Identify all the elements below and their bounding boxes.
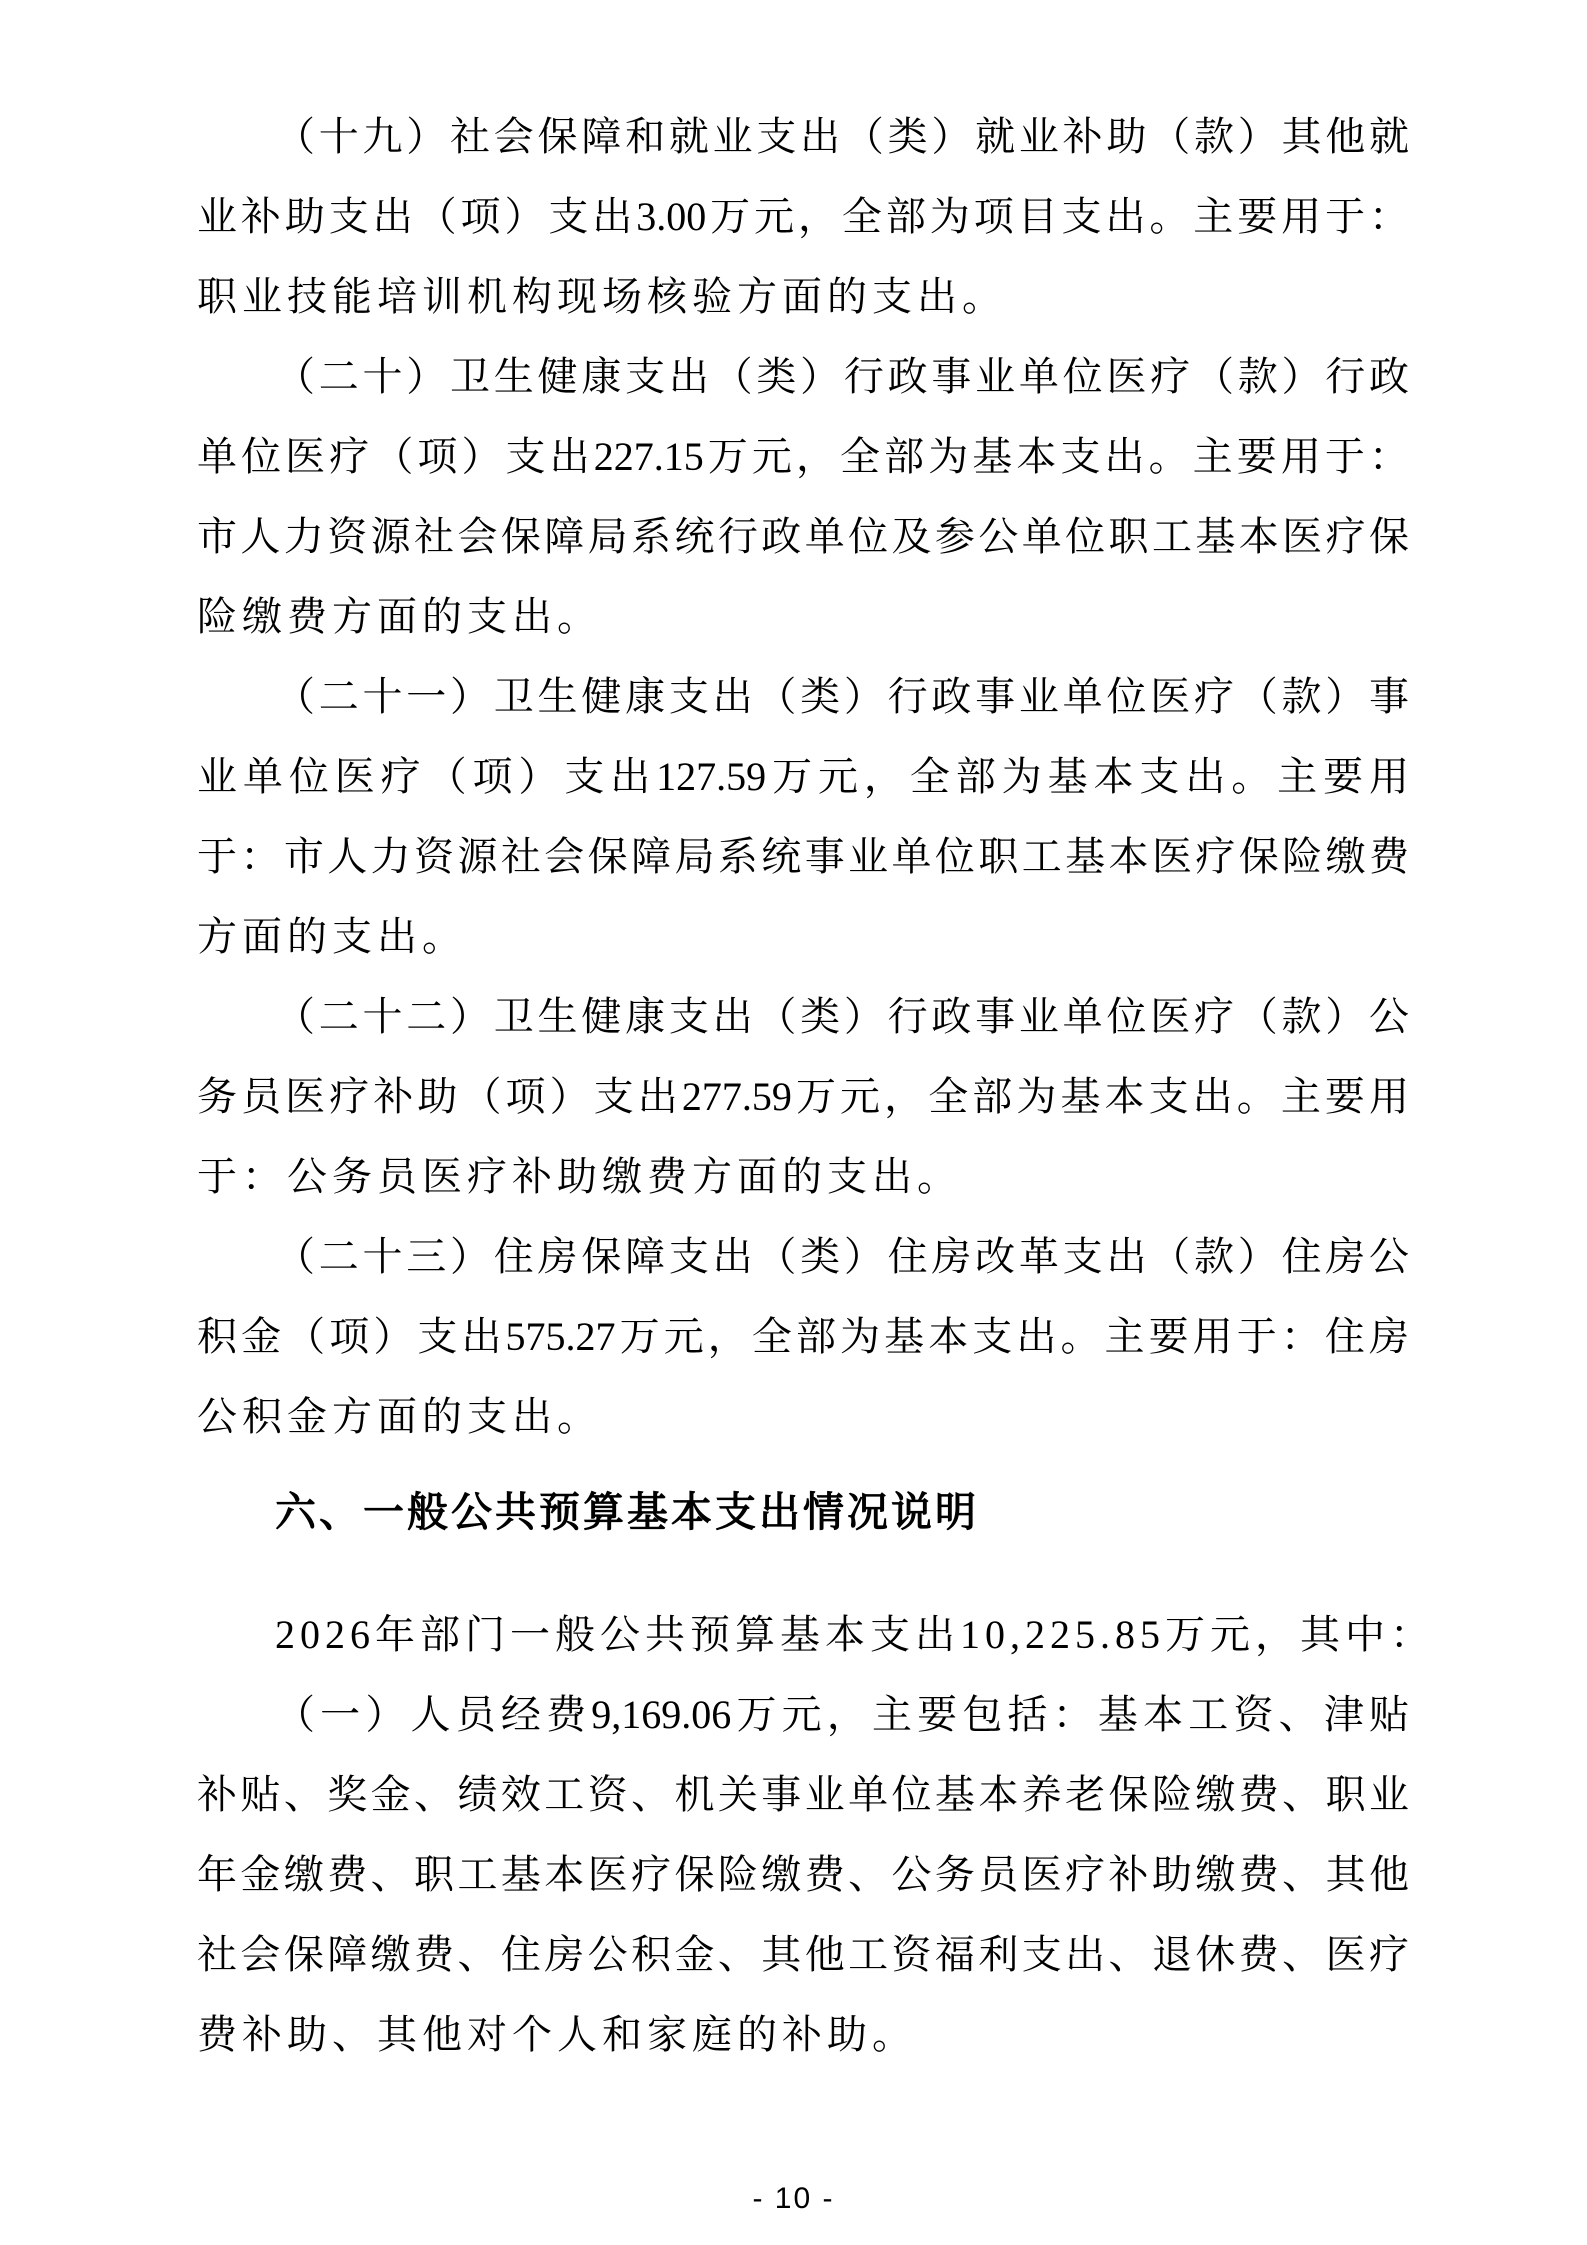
text-line: （十九）社会保障和就业支出（类）就业补助（款）其他就 <box>275 114 1409 159</box>
text-line: 公积金方面的支出。 <box>197 1394 602 1439</box>
document-body <box>197 97 1435 2075</box>
text-line: 社会保障缴费、住房公积金、其他工资福利支出、退休费、医疗 <box>197 1932 1409 1977</box>
paragraph-basic-expenditure-total <box>197 1595 1435 1675</box>
text-line: 业单位医疗（项）支出127.59万元，全部为基本支出。主要用 <box>197 754 1409 799</box>
text-line: 单位医疗（项）支出227.15万元，全部为基本支出。主要用于： <box>197 434 1409 479</box>
text-line: 补贴、奖金、绩效工资、机关事业单位基本养老保险缴费、职业 <box>197 1772 1409 1817</box>
paragraph-20 <box>197 337 1409 657</box>
text-line: 2026年部门一般公共预算基本支出10,225.85万元，其中： <box>275 1612 1435 1657</box>
paragraph-personnel-funds <box>197 1675 1409 2075</box>
text-line: （二十二）卫生健康支出（类）行政事业单位医疗（款）公 <box>275 994 1409 1039</box>
text-line: 年金缴费、职工基本医疗保险缴费、公务员医疗补助缴费、其他 <box>197 1852 1409 1897</box>
section-heading-6: 六、一般公共预算基本支出情况说明 <box>275 1489 979 1535</box>
text-line: （二十）卫生健康支出（类）行政事业单位医疗（款）行政 <box>275 354 1409 399</box>
text-line: 费补助、其他对个人和家庭的补助。 <box>197 2012 917 2057</box>
text-line: 于：公务员医疗补助缴费方面的支出。 <box>197 1154 962 1199</box>
text-line: 险缴费方面的支出。 <box>197 594 602 639</box>
paragraph-22 <box>197 977 1409 1217</box>
paragraph-23 <box>197 1217 1409 1457</box>
text-line: 务员医疗补助（项）支出277.59万元，全部为基本支出。主要用 <box>197 1074 1409 1119</box>
page-footer <box>0 2183 1587 2215</box>
text-line: 职业技能培训机构现场核验方面的支出。 <box>197 274 1007 319</box>
text-line: （一）人员经费9,169.06万元，主要包括：基本工资、津贴 <box>275 1692 1409 1737</box>
page-number: - 10 - <box>752 2182 835 2215</box>
paragraph-21 <box>197 657 1409 977</box>
text-line: 于：市人力资源社会保障局系统事业单位职工基本医疗保险缴费 <box>197 834 1409 879</box>
text-line: 方面的支出。 <box>197 914 467 959</box>
text-line: （二十一）卫生健康支出（类）行政事业单位医疗（款）事 <box>275 674 1409 719</box>
text-line: 市人力资源社会保障局系统行政单位及参公单位职工基本医疗保 <box>197 514 1409 559</box>
text-line: 积金（项）支出575.27万元，全部为基本支出。主要用于：住房 <box>197 1314 1409 1359</box>
text-line: （二十三）住房保障支出（类）住房改革支出（款）住房公 <box>275 1234 1409 1279</box>
paragraph-19 <box>197 97 1409 337</box>
text-line: 业补助支出（项）支出3.00万元，全部为项目支出。主要用于： <box>197 194 1409 239</box>
